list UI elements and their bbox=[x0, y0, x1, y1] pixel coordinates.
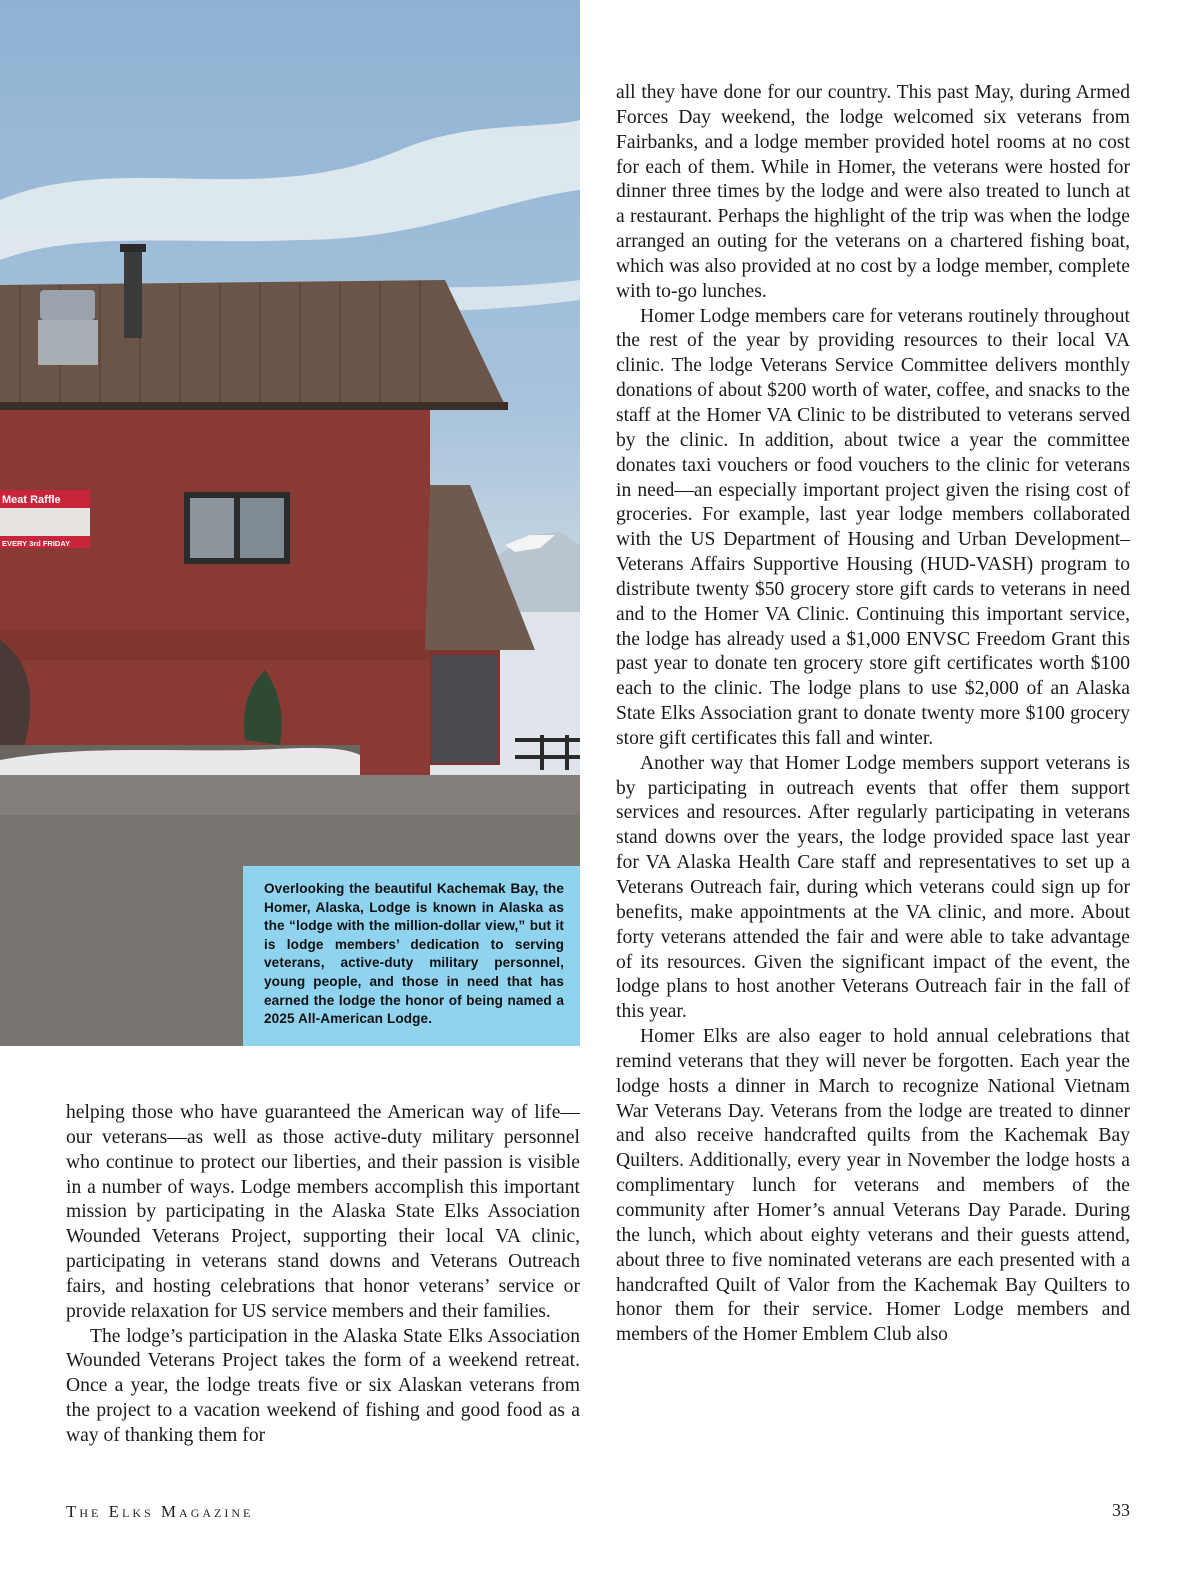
article-paragraph: all they have done for our country. This past May, during Armed Forces Day weekend, the lodge welcomed six veterans from Fairbanks, and a lodge member provided hotel rooms at no cost for each of them. While in Homer, the veterans were hosted for dinner three times by the lodge and were also treated to lunch at a restaurant. Perhaps the highlight of the trip was when the lodge arranged an outing for the veterans on a chartered fishing boat, which was also provided at no cost by a lodge member, complete with to-go lunches. bbox=[616, 82, 1130, 302]
article-paragraph: Another way that Homer Lodge members support veterans is by participating in outreach events that offer them support services and resources. After regularly participating in veterans stand downs over the years, the lodge provided space last year for VA Alaska Health Care staff and representatives to set up a Veterans Outreach fair, during which veterans could sign up for benefits, make appointments at the VA clinic, and more. About forty veterans attended the fair and were able to take advantage of its resources. Given the significant impact of the event, the lodge plans to host another Veterans Outreach fair in the fall of this year. bbox=[616, 752, 1130, 1023]
lodge-photo bbox=[0, 0, 580, 1046]
article-paragraph: helping those who have guaranteed the American way of life—our veterans—as well as those active-duty military personnel who continue to protect our liberties, and their passion is visible in a number of ways. Lodge members accomplish this important mission by participating in the Alaska State Elks Association Wounded Veterans Project, supporting their local VA clinic, participating in veterans stand downs and Veterans Outreach fairs, and hosting celebrations that honor veterans’ service or provide relaxation for US service members and their families. bbox=[66, 1102, 580, 1322]
article-column-right bbox=[616, 81, 1130, 1348]
article-column-left bbox=[66, 1101, 580, 1449]
article-paragraph: Homer Lodge members care for veterans routinely throughout the rest of the year by providing resources to their local VA clinic. The lodge Veterans Service Committee delivers monthly donations of about $200 worth of water, coffee, and snacks to the staff at the Homer VA Clinic to be distributed to veterans served by the clinic. In addition, about twice a year the committee donates taxi vouchers or food vouchers to the clinic for veterans in need—an especially important project given the rising cost of groceries. For example, last year lodge members collaborated with the US Department of Housing and Urban Development–Veterans Affairs Supportive Housing (HUD-VASH) program to distribute twenty $50 grocery store gift cards to veterans in need and to the Homer VA Clinic. Continuing this important service, the lodge has already used a $1,000 ENVSC Freedom Grant this past year to donate ten grocery store gift certificates worth $100 each to the clinic. The lodge plans to use $2,000 of an Alaska State Elks Association grant to donate twenty more $100 grocery store gift certificates this fall and winter. bbox=[616, 305, 1130, 749]
article-paragraph: Homer Elks are also eager to hold annual celebrations that remind veterans that they will never be forgotten. Each year the lodge hosts a dinner in March to recognize National Vietnam War Veterans Day. Veterans from the lodge are treated to dinner and also receive handcrafted quilts from the Kachemak Bay Quilters. Additionally, every year in November the lodge hosts a complimentary lunch for veterans and members of the community after Homer’s annual Veterans Day Parade. During the lunch, which about eighty veterans and their guests attend, about three to five nominated veterans are each presented with a handcrafted Quilt of Valor from the Kachemak Bay Quilters to honor them for their service. Homer Lodge members and members of the Homer Emblem Club also bbox=[616, 1026, 1130, 1346]
publication-name: The Elks Magazine bbox=[66, 1502, 254, 1521]
page-number: 33 bbox=[1112, 1500, 1130, 1520]
banner-title: Meat Raffle bbox=[2, 494, 61, 506]
banner-subtitle: EVERY 3rd FRIDAY bbox=[2, 539, 71, 548]
photo-caption: Overlooking the beautiful Kachemak Bay, the Homer, Alaska, Lodge is known in Alaska as the “lodge with the million-dollar view,” but it is lodge members’ dedication to serving veterans, active-duty military personnel, young people, and those in need that has earned the lodge the honor of being named a 2025 All-American Lodge. bbox=[243, 866, 580, 1046]
article-paragraph: The lodge’s participation in the Alaska State Elks Association Wounded Veterans Project takes the form of a weekend retreat. Once a year, the lodge treats five or six Alaskan veterans from the project to a vacation weekend of fishing and good food as a way of thanking them for bbox=[66, 1325, 580, 1446]
